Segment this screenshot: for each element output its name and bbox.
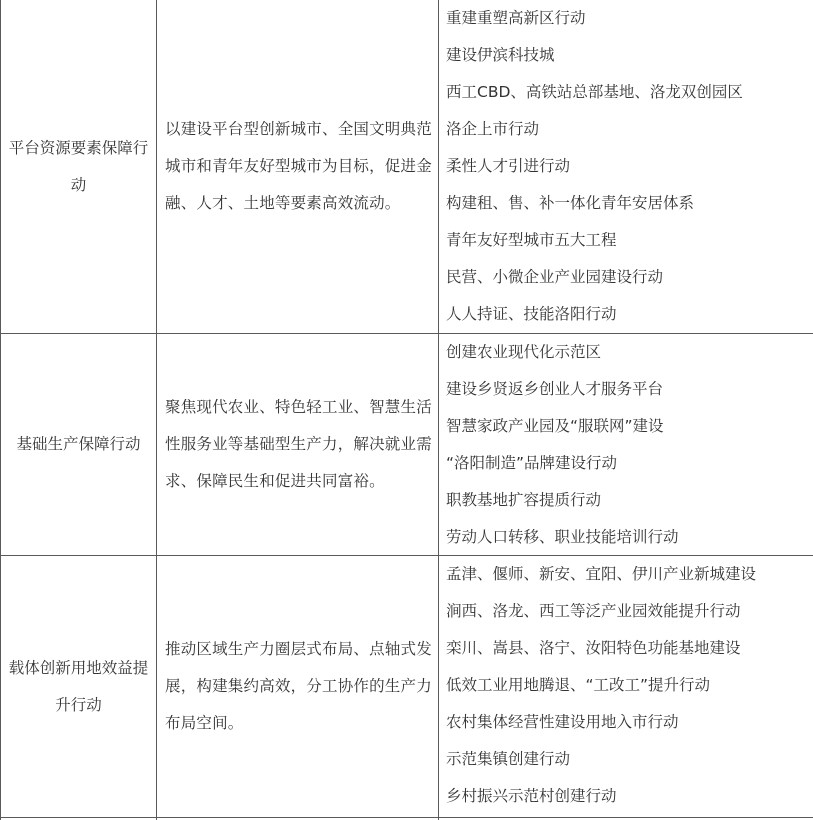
list-item: 民营、小微企业产业园建设行动 <box>446 268 664 286</box>
table-row <box>1 0 156 333</box>
list-item: 创建农业现代化示范区 <box>446 343 602 361</box>
row-goal: 推动区域生产力圈层式布局、点轴式发展，构建集约高效，分工协作的生产力布局空间。 <box>165 640 432 732</box>
list-item: 建设伊滨科技城 <box>446 46 555 64</box>
list-item: 柔性人才引进行动 <box>446 157 571 175</box>
row-name: 载体创新用地效益提升行动 <box>8 658 149 714</box>
row-items-cell <box>439 0 813 333</box>
list-item: 智慧家政产业园及“服联网”建设 <box>446 417 664 435</box>
list-item: 重建重塑高新区行动 <box>446 9 586 27</box>
list-item: 低效工业用地腾退、“工改工”提升行动 <box>446 676 711 694</box>
list-item: 青年友好型城市五大工程 <box>446 231 617 249</box>
row-goal-cell <box>157 334 438 555</box>
row-goal-cell <box>157 0 438 333</box>
table-row <box>1 556 156 817</box>
list-item: 示范集镇创建行动 <box>446 750 571 768</box>
row-goal: 聚焦现代农业、特色轻工业、智慧生活性服务业等基础型生产力，解决就业需求、保障民生和促进共同富裕。 <box>165 398 432 490</box>
row-goal: 以建设平台型创新城市、全国文明典范城市和青年友好型城市为目标，促进金融、人才、土地等要素高效流动。 <box>165 120 432 212</box>
list-item: 栾川、嵩县、洛宁、汝阳特色功能基地建设 <box>446 639 741 657</box>
row-items-cell <box>439 556 813 817</box>
list-item: 孟津、偃师、新安、宜阳、伊川产业新城建设 <box>446 565 757 583</box>
table-row <box>1 334 156 555</box>
list-item: 乡村振兴示范村创建行动 <box>446 787 617 805</box>
row-name: 基础生产保障行动 <box>16 435 141 453</box>
list-item: 构建租、售、补一体化青年安居体系 <box>446 194 695 212</box>
list-item: 洛企上市行动 <box>446 120 540 138</box>
table-border-bottom <box>0 817 813 818</box>
list-item: 农村集体经营性建设用地入市行动 <box>446 713 679 731</box>
list-item: 职教基地扩容提质行动 <box>446 491 602 509</box>
row-goal-cell <box>157 556 438 817</box>
list-item: 西工CBD、高铁站总部基地、洛龙双创园区 <box>446 83 743 101</box>
list-item: 人人持证、技能洛阳行动 <box>446 305 617 323</box>
row-name: 平台资源要素保障行动 <box>8 138 149 194</box>
list-item: 劳动人口转移、职业技能培训行动 <box>446 528 679 546</box>
list-item: “洛阳制造”品牌建设行动 <box>446 454 618 472</box>
list-item: 涧西、洛龙、西工等泛产业园效能提升行动 <box>446 602 741 620</box>
row-items-cell <box>439 334 813 555</box>
list-item: 建设乡贤返乡创业人才服务平台 <box>446 380 664 398</box>
